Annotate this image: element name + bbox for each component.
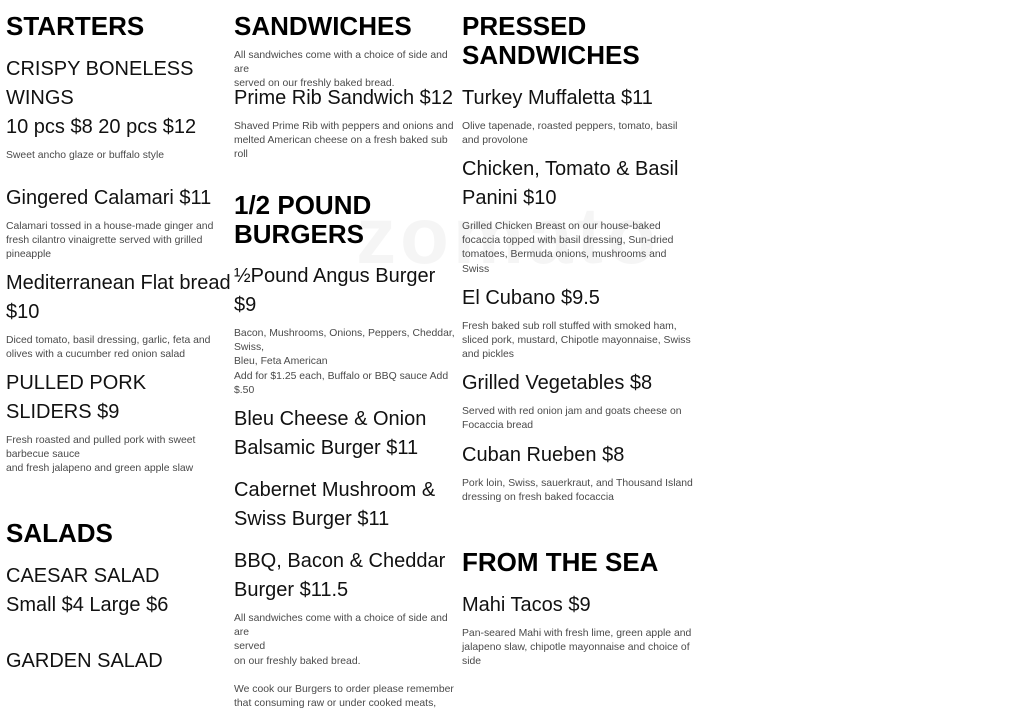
menu-item-name: ½Pound Angus Burger $9 (234, 265, 436, 316)
menu-item-name: Cuban Rueben $8 (462, 444, 625, 466)
menu-item-description: Served with red onion jam and goats cheese on Focaccia bread (462, 406, 682, 432)
menu-item-name: Chicken, Tomato & Basil Panini $10 (462, 158, 679, 209)
menu-item-name: Cabernet Mushroom & Swiss Burger $11 (234, 479, 436, 530)
menu-item-name: Turkey Muffaletta $11 (462, 87, 653, 109)
menu-item-description: Pan-seared Mahi with fresh lime, green apple and jalapeno slaw, chipotle mayonnaise and choice of side (462, 628, 692, 668)
section-note: All sandwiches come with a choice of side and are served on our freshly baked bread. (234, 50, 448, 90)
menu-item-description: Fresh roasted and pulled pork with sweet barbecue sauce and fresh jalapeno and green apple slaw (6, 435, 196, 475)
section-heading-salads: SALADS (6, 518, 113, 548)
menu-item-name: Gingered Calamari $11 (6, 187, 212, 209)
section-heading-pressed-sandwiches: PRESSED SANDWICHES (462, 11, 640, 70)
menu-item-description: Pork loin, Swiss, sauerkraut, and Thousand Island dressing on fresh baked focaccia (462, 478, 693, 504)
section-heading-from-the-sea: FROM THE SEA (462, 547, 659, 577)
section-heading-burgers: 1/2 POUND BURGERS (234, 190, 372, 249)
menu-item-description: Olive tapenade, roasted peppers, tomato, basil and provolone (462, 121, 678, 147)
menu-item-name: Mahi Tacos $9 (462, 594, 591, 616)
menu-item-name: Mediterranean Flat bread $10 (6, 272, 231, 323)
menu-item-description: Fresh baked sub roll stuffed with smoked ham, sliced pork, mustard, Chipotle mayonnaise, Swiss and pickles (462, 321, 691, 361)
menu-item-name: Grilled Vegetables $8 (462, 372, 653, 394)
menu-item-name: Bleu Cheese & Onion Balsamic Burger $11 (234, 408, 427, 459)
menu-item-name: CRISPY BONELESS WINGS (6, 58, 194, 109)
menu-item-price: Small $4 Large $6 (6, 594, 169, 616)
menu-item-description: Calamari tossed in a house-made ginger and fresh cilantro vinaigrette served with grilled pineapple (6, 221, 214, 261)
menu-item-description: Bacon, Mushrooms, Onions, Peppers, Cheddar, Swiss, Bleu, Feta American Add for $1.25 each, Buffalo or BBQ sauce Add $.50 (234, 328, 455, 396)
menu-item-name: Prime Rib Sandwich $12 (234, 87, 453, 109)
menu-item-name: GARDEN SALAD (6, 650, 163, 672)
menu-item-description: Grilled Chicken Breast on our house-baked focaccia topped with basil dressing, Sun-dried tomatoes, Bermuda onions, mushrooms and Swiss (462, 221, 674, 275)
section-heading-starters: STARTERS (6, 11, 145, 41)
section-heading-sandwiches: SANDWICHES (234, 11, 412, 41)
menu-item-description: Diced tomato, basil dressing, garlic, feta and olives with a cucumber red onion salad (6, 335, 211, 361)
menu-item-description: Sweet ancho glaze or buffalo style (6, 150, 165, 161)
menu-item-name: El Cubano $9.5 (462, 287, 600, 309)
menu-item-description: Shaved Prime Rib with peppers and onions and melted American cheese on a fresh baked sub roll (234, 121, 454, 161)
menu-item-name: PULLED PORK SLIDERS $9 (6, 372, 147, 423)
section-note: All sandwiches come with a choice of side and are served on our freshly baked bread. We cook our Burgers to order please remember that consuming raw or under cooked meats, (234, 613, 454, 710)
menu-item-name: CAESAR SALAD (6, 565, 160, 587)
menu-item-name: BBQ, Bacon & Cheddar Burger $11.5 (234, 550, 446, 601)
menu-item-price: 10 pcs $8 20 pcs $12 (6, 116, 197, 138)
